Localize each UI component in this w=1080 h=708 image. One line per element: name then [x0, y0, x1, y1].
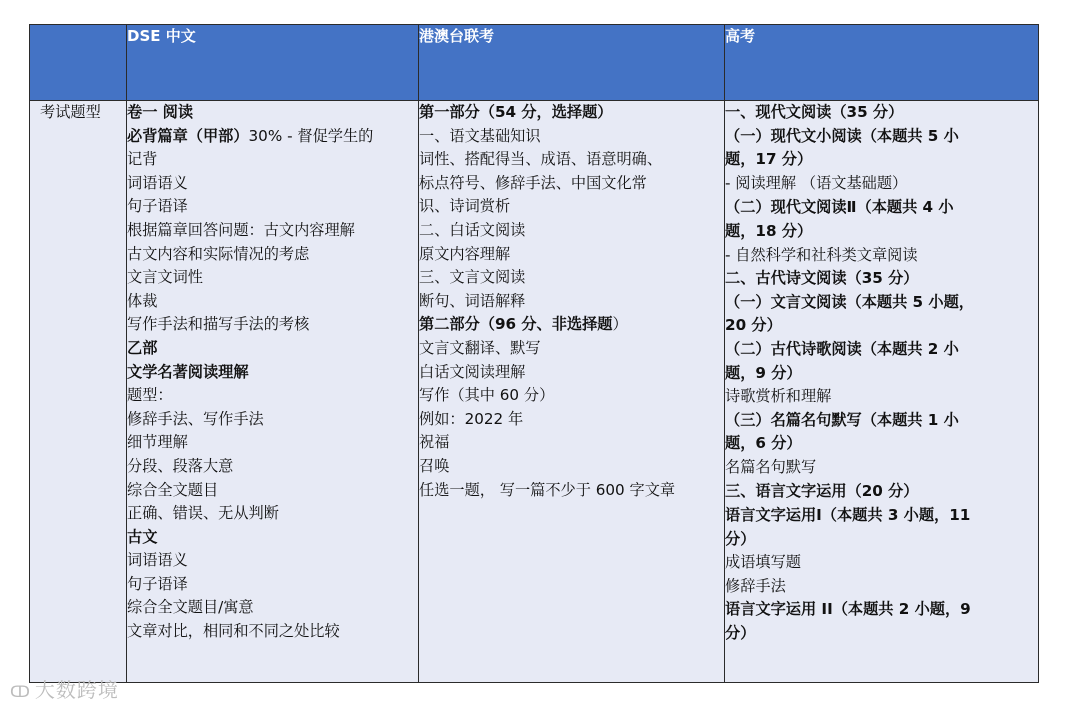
text-line: 三、文言文阅读 — [419, 268, 526, 287]
cell-dse — [127, 101, 419, 683]
text-line: 体裁 — [127, 291, 158, 310]
text-line: 断句、词语解释 — [419, 291, 526, 310]
text-line: 修辞手法、写作手法 — [127, 409, 264, 428]
exam-format-row — [30, 101, 1039, 683]
header-gaokao: 高考 — [725, 25, 1039, 101]
text-line: 文言文词性 — [127, 268, 203, 287]
text-line: 三、语言文字运用（20 分） — [725, 481, 919, 500]
text-line: 名篇名句默写 — [725, 457, 817, 476]
text-line: 综合全文题目/寓意 — [127, 598, 254, 617]
text-line: 第一部分（54 分，选择题） — [419, 103, 613, 121]
text-line: 二、白话文阅读 — [419, 220, 526, 239]
text-line: 词语语义 — [127, 173, 188, 192]
text-line: （一）文言文阅读（本题共 5 小题， — [725, 292, 974, 311]
text-line: 句子语译 — [127, 574, 188, 593]
text-line: 例如：2022 年 — [419, 409, 524, 428]
text-line: 文章对比，相同和不同之处比较 — [127, 622, 340, 641]
text-line: 词性、搭配得当、成语、语意明确、 — [419, 150, 662, 169]
watermark-text: 大数跨境 — [34, 678, 119, 702]
text-line: 分段、段落大意 — [127, 456, 234, 475]
text-line: 标点符号、修辞手法、中国文化常 — [419, 173, 647, 192]
text-line: 卷一 阅读 — [127, 103, 194, 121]
text-line: 写作手法和描写手法的考核 — [127, 315, 310, 334]
text-line: （二）古代诗歌阅读（本题共 2 小 — [725, 339, 959, 358]
text-line: - 自然科学和社科类文章阅读 — [725, 245, 918, 264]
text-line: 题，6 分） — [725, 434, 802, 453]
text-line: 综合全文题目 — [127, 480, 219, 499]
text-line: 题，17 分） — [725, 150, 813, 169]
text-line: 词语语义 — [127, 551, 188, 570]
row-label-exam-format: 考试题型 — [30, 101, 127, 683]
text-line: 一、语文基础知识 — [419, 126, 541, 145]
text-line: 召唤 — [419, 456, 450, 475]
text-line: 诗歌赏析和理解 — [725, 387, 832, 406]
text-line: （二）现代文阅读Ⅱ（本题共 4 小 — [725, 198, 954, 217]
comparison-table — [29, 24, 1039, 683]
text-line — [419, 313, 724, 337]
text-segment: 必背篇章（甲部） — [127, 126, 249, 145]
text-line: 一、现代文阅读（35 分） — [725, 103, 904, 121]
text-line: 原文内容理解 — [419, 244, 511, 263]
text-line: 成语填写题 — [725, 553, 801, 572]
text-segment: 30% - 督促学生的 — [248, 126, 374, 145]
text-line: 语言文字运用Ⅰ（本题共 3 小题，11 — [725, 506, 971, 525]
text-line: 语言文字运用 II（本题共 2 小题，9 — [725, 600, 971, 619]
text-line: 分） — [725, 624, 756, 643]
text-line: 细节理解 — [127, 433, 188, 452]
text-line: 二、古代诗文阅读（35 分） — [725, 269, 919, 288]
text-line: 记背 — [127, 150, 158, 169]
text-line: - 阅读理解 （语文基础题） — [725, 173, 908, 192]
text-line: （一）现代文小阅读（本题共 5 小 — [725, 126, 959, 145]
text-line: 识、诗词赏析 — [419, 197, 511, 216]
watermark — [10, 674, 119, 703]
text-line: 根据篇章回答问题：古文内容理解 — [127, 220, 355, 239]
text-line: 分） — [725, 529, 756, 548]
text-line: 乙部 — [127, 338, 158, 357]
chat-bubble-icon: ↀ — [10, 682, 31, 701]
text-line — [127, 125, 418, 149]
header-row — [30, 25, 1039, 101]
text-line: 题，9 分） — [725, 363, 802, 382]
cell-gaokao — [725, 101, 1039, 683]
text-line: 文学名著阅读理解 — [127, 362, 249, 381]
text-segment: 第二部分（96 分、非选择题 — [419, 315, 613, 334]
header-hkmt: 港澳台联考 — [419, 25, 725, 101]
text-line: 祝福 — [419, 433, 450, 452]
text-line: 文言文翻译、默写 — [419, 338, 541, 357]
text-line: 写作（其中 60 分） — [419, 386, 555, 405]
text-line: 古文内容和实际情况的考虑 — [127, 244, 310, 263]
text-line: 题型： — [127, 386, 173, 405]
text-line: 白话文阅读理解 — [419, 362, 526, 381]
text-line: 正确、错误、无从判断 — [127, 504, 279, 523]
header-dse: DSE 中文 — [127, 25, 419, 101]
text-line: （三）名篇名句默写（本题共 1 小 — [725, 410, 959, 429]
cell-hkmt — [419, 101, 725, 683]
text-line: 句子语译 — [127, 197, 188, 216]
text-line: 题，18 分） — [725, 221, 813, 240]
text-line: 古文 — [127, 527, 158, 546]
text-line: 20 分） — [725, 316, 782, 335]
text-line: 任选一题， 写一篇不少于 600 字文章 — [419, 480, 676, 499]
header-corner — [30, 25, 127, 101]
text-segment: ） — [612, 315, 628, 334]
text-line: 修辞手法 — [725, 576, 786, 595]
